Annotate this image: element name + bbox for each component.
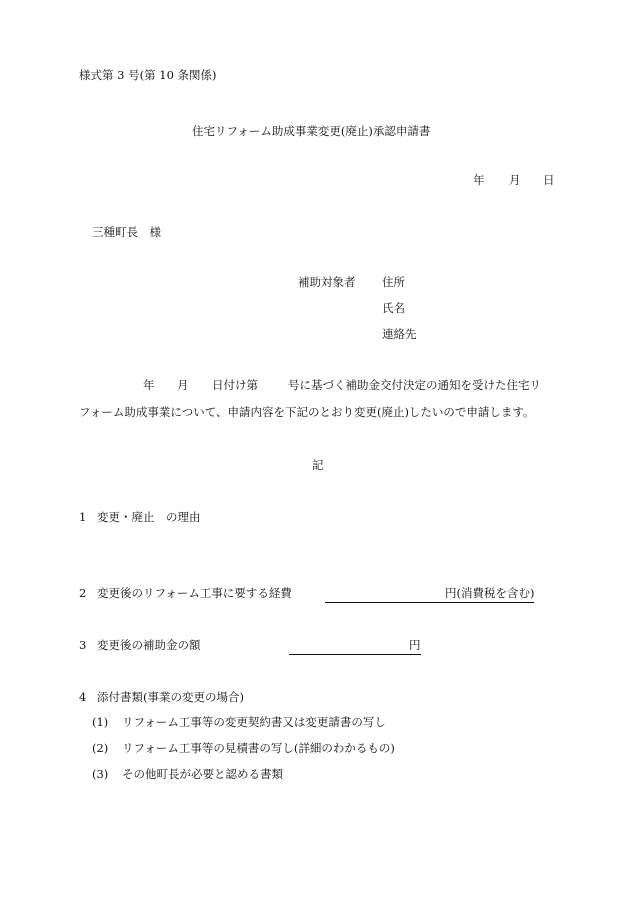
item1-number: 1 (79, 510, 87, 524)
item4-sub3-text: その他町長が必要と認める書類 (122, 767, 283, 781)
item3-number: 3 (79, 638, 87, 652)
item2-amount-underline (325, 588, 445, 603)
item4-text: 添付書類(事業の変更の場合) (97, 690, 244, 704)
item2-number: 2 (79, 586, 87, 600)
item3-amount-underline (289, 640, 409, 655)
name-label: 氏名 (382, 301, 405, 315)
item1-text: 変更・廃止 の理由 (97, 510, 201, 524)
body-day-number: 日付け第 (212, 378, 258, 392)
item3-text: 変更後の補助金の額 (97, 638, 201, 652)
contact-label: 連絡先 (382, 327, 417, 341)
date-year-label: 年 (473, 173, 485, 187)
body-line2: フォーム助成事業について、申請内容を下記のとおり変更(廃止)したいので申請します。 (79, 405, 535, 419)
item3-amount-field (289, 638, 421, 655)
body-month: 月 (177, 378, 189, 392)
ki-heading: 記 (312, 458, 324, 472)
item4-sub1-text: リフォーム工事等の変更契約書又は変更請書の写し (122, 715, 386, 729)
addressee: 三種町長 様 (92, 225, 161, 239)
body-year: 年 (143, 378, 155, 392)
item2-amount-field (325, 586, 534, 603)
date-day-label: 日 (543, 173, 555, 187)
item3-unit: 円 (409, 638, 421, 655)
item4-sub2-number: (2) (92, 741, 109, 755)
address-label: 住所 (382, 275, 405, 289)
document-title: 住宅リフォーム助成事業変更(廃止)承認申請書 (192, 124, 431, 138)
item4-sub3-number: (3) (92, 767, 109, 781)
date-month-label: 月 (509, 173, 521, 187)
item4-sub2-text: リフォーム工事等の見積書の写し(詳細のわかるもの) (122, 741, 395, 755)
item2-unit: 円(消費税を含む) (445, 586, 534, 603)
item4-sub1-number: (1) (92, 715, 109, 729)
body-line1-rest: 号に基づく補助金交付決定の通知を受けた住宅リ (288, 378, 541, 392)
form-number: 様式第 3 号(第 10 条関係) (79, 68, 217, 82)
applicant-label: 補助対象者 (298, 275, 356, 289)
item2-text: 変更後のリフォーム工事に要する経費 (97, 586, 292, 600)
item4-number: 4 (79, 690, 87, 704)
